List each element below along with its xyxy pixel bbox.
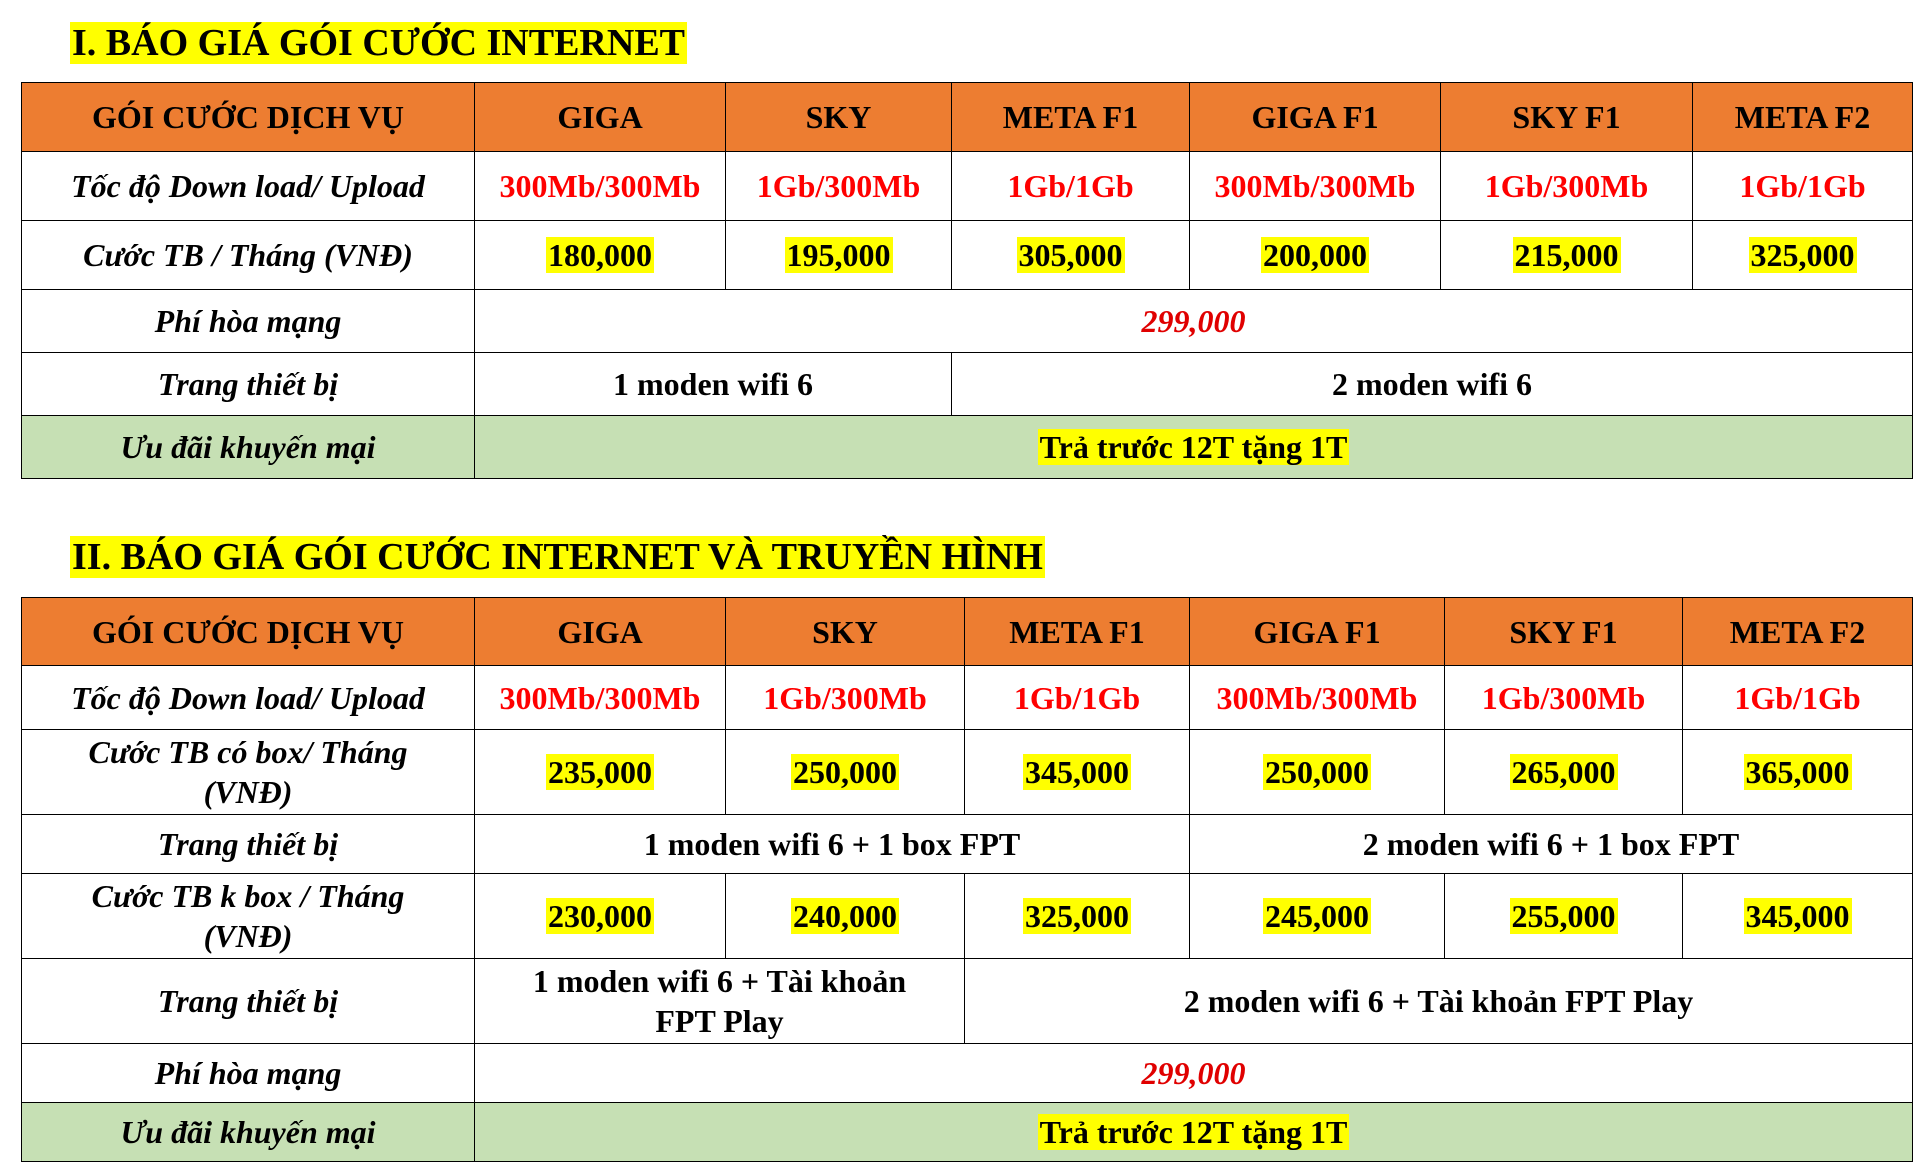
price-sky: 195,000 xyxy=(786,237,891,273)
section-2-title: II. BÁO GIÁ GÓI CƯỚC INTERNET VÀ TRUYỀN HÌNH xyxy=(72,536,1043,578)
box-price-row xyxy=(22,730,1913,815)
speed-giga-f1: 300Mb/300Mb xyxy=(1190,152,1441,221)
price-cell xyxy=(1190,221,1441,290)
speed-meta-f2: 1Gb/1Gb xyxy=(1693,152,1913,221)
nobox-equipment-single-line2: FPT Play xyxy=(655,1003,784,1039)
plan-sky: SKY xyxy=(726,598,965,666)
equipment-single: 1 moden wifi 6 xyxy=(475,353,952,416)
promo-row xyxy=(22,1103,1913,1162)
nobox-price-giga: 230,000 xyxy=(548,898,652,934)
box-price-meta-f1: 345,000 xyxy=(1025,754,1129,790)
plan-meta-f1: META F1 xyxy=(965,598,1190,666)
price-giga: 180,000 xyxy=(548,237,652,273)
price-cell xyxy=(475,874,726,959)
speed-meta-f2: 1Gb/1Gb xyxy=(1683,666,1913,730)
speed-row xyxy=(22,152,1913,221)
plan-giga-f1: GIGA F1 xyxy=(1190,83,1441,152)
price-cell xyxy=(1683,730,1913,815)
box-price-sky: 250,000 xyxy=(793,754,897,790)
equipment-label: Trang thiết bị xyxy=(22,353,475,416)
box-equipment-single: 1 moden wifi 6 + 1 box FPT xyxy=(475,815,1190,874)
promo-row xyxy=(22,416,1913,479)
box-equipment-row xyxy=(22,815,1913,874)
price-cell xyxy=(1190,874,1445,959)
plan-sky: SKY xyxy=(726,83,952,152)
internet-price-table xyxy=(21,82,1913,479)
price-cell xyxy=(475,730,726,815)
nobox-equipment-row xyxy=(22,959,1913,1044)
header-row xyxy=(22,598,1913,666)
promo-cell xyxy=(475,1103,1913,1162)
nobox-price-sky-f1: 255,000 xyxy=(1511,898,1616,934)
nobox-price-meta-f1: 325,000 xyxy=(1025,898,1129,934)
plan-meta-f2: META F2 xyxy=(1693,83,1913,152)
box-price-label-line1: Cước TB có box/ Tháng xyxy=(88,734,408,770)
speed-sky-f1: 1Gb/300Mb xyxy=(1445,666,1683,730)
price-sky-f1: 215,000 xyxy=(1514,237,1619,273)
box-equipment-label: Trang thiết bị xyxy=(22,815,475,874)
price-meta-f2: 325,000 xyxy=(1750,237,1855,273)
plan-giga: GIGA xyxy=(475,83,726,152)
fee-label: Phí hòa mạng xyxy=(22,290,475,353)
nobox-price-label-line1: Cước TB k box / Tháng xyxy=(91,878,405,914)
plan-giga-f1: GIGA F1 xyxy=(1190,598,1445,666)
speed-label: Tốc độ Down load/ Upload xyxy=(22,152,475,221)
price-cell xyxy=(726,874,965,959)
fee-value: 299,000 xyxy=(475,1044,1913,1103)
price-cell xyxy=(965,730,1190,815)
price-cell xyxy=(952,221,1190,290)
nobox-price-label xyxy=(22,874,475,959)
header-label: GÓI CƯỚC DỊCH VỤ xyxy=(22,83,475,152)
fee-label: Phí hòa mạng xyxy=(22,1044,475,1103)
nobox-equipment-single xyxy=(475,959,965,1044)
box-price-meta-f2: 365,000 xyxy=(1745,754,1850,790)
speed-sky-f1: 1Gb/300Mb xyxy=(1441,152,1693,221)
promo-value: Trả trước 12T tặng 1T xyxy=(1039,1114,1348,1150)
fee-value: 299,000 xyxy=(475,290,1913,353)
price-cell xyxy=(1445,874,1683,959)
box-price-giga: 235,000 xyxy=(548,754,652,790)
price-cell xyxy=(1683,874,1913,959)
plan-giga: GIGA xyxy=(475,598,726,666)
nobox-equipment-single-line1: 1 moden wifi 6 + Tài khoản xyxy=(532,963,907,999)
speed-label: Tốc độ Down load/ Upload xyxy=(22,666,475,730)
plan-sky-f1: SKY F1 xyxy=(1441,83,1693,152)
price-cell xyxy=(726,221,952,290)
box-price-sky-f1: 265,000 xyxy=(1511,754,1616,790)
price-cell xyxy=(1445,730,1683,815)
promo-cell xyxy=(475,416,1913,479)
price-cell xyxy=(1693,221,1913,290)
speed-giga: 300Mb/300Mb xyxy=(475,666,726,730)
speed-giga: 300Mb/300Mb xyxy=(475,152,726,221)
promo-label: Ưu đãi khuyến mại xyxy=(22,1103,475,1162)
plan-meta-f2: META F2 xyxy=(1683,598,1913,666)
header-row xyxy=(22,83,1913,152)
nobox-price-label-line2: (VNĐ) xyxy=(203,918,293,954)
price-row xyxy=(22,221,1913,290)
fee-row xyxy=(22,290,1913,353)
nobox-price-meta-f2: 345,000 xyxy=(1745,898,1850,934)
price-giga-f1: 200,000 xyxy=(1263,237,1367,273)
box-price-giga-f1: 250,000 xyxy=(1265,754,1369,790)
speed-giga-f1: 300Mb/300Mb xyxy=(1190,666,1445,730)
nobox-price-sky: 240,000 xyxy=(793,898,897,934)
header-label: GÓI CƯỚC DỊCH VỤ xyxy=(22,598,475,666)
speed-sky: 1Gb/300Mb xyxy=(726,666,965,730)
nobox-equipment-dual: 2 moden wifi 6 + Tài khoản FPT Play xyxy=(965,959,1913,1044)
price-label: Cước TB / Tháng (VNĐ) xyxy=(22,221,475,290)
promo-value: Trả trước 12T tặng 1T xyxy=(1039,429,1348,465)
price-cell xyxy=(475,221,726,290)
equipment-row xyxy=(22,353,1913,416)
equipment-dual: 2 moden wifi 6 xyxy=(952,353,1913,416)
price-cell xyxy=(1441,221,1693,290)
internet-tv-price-table xyxy=(21,597,1913,1162)
price-cell xyxy=(965,874,1190,959)
speed-row xyxy=(22,666,1913,730)
promo-label: Ưu đãi khuyến mại xyxy=(22,416,475,479)
section-1-title: I. BÁO GIÁ GÓI CƯỚC INTERNET xyxy=(72,22,686,64)
plan-sky-f1: SKY F1 xyxy=(1445,598,1683,666)
fee-row xyxy=(22,1044,1913,1103)
nobox-price-row xyxy=(22,874,1913,959)
nobox-price-giga-f1: 245,000 xyxy=(1265,898,1369,934)
plan-meta-f1: META F1 xyxy=(952,83,1190,152)
box-equipment-dual: 2 moden wifi 6 + 1 box FPT xyxy=(1190,815,1913,874)
nobox-equipment-label: Trang thiết bị xyxy=(22,959,475,1044)
box-price-label xyxy=(22,730,475,815)
box-price-label-line2: (VNĐ) xyxy=(203,774,293,810)
price-cell xyxy=(726,730,965,815)
speed-sky: 1Gb/300Mb xyxy=(726,152,952,221)
price-meta-f1: 305,000 xyxy=(1018,237,1123,273)
speed-meta-f1: 1Gb/1Gb xyxy=(965,666,1190,730)
price-cell xyxy=(1190,730,1445,815)
speed-meta-f1: 1Gb/1Gb xyxy=(952,152,1190,221)
